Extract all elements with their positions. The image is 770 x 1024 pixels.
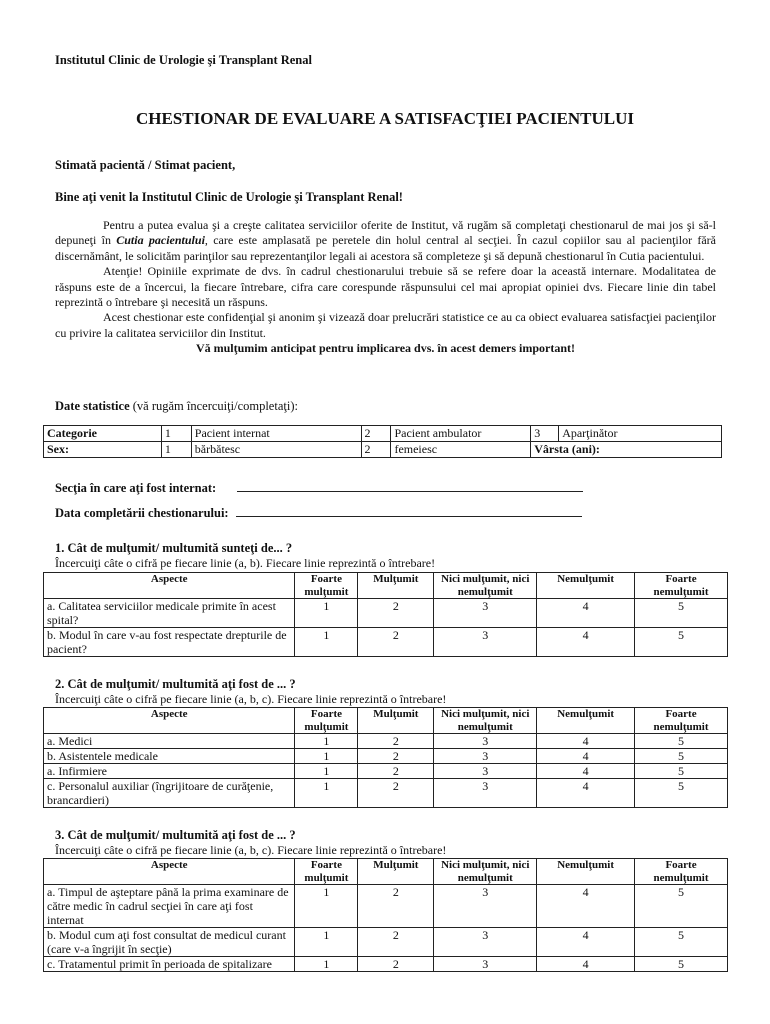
question-2-header-row xyxy=(44,708,728,734)
category-option-inpatient[interactable]: Pacient internat xyxy=(191,426,361,442)
column-dissatisfied: Nemulţumit xyxy=(537,859,635,885)
institution-name: Institutul Clinic de Urologie şi Transplant Renal xyxy=(55,53,312,67)
rating-option[interactable]: 4 xyxy=(537,599,635,628)
date-field xyxy=(55,505,582,521)
page-title: CHESTIONAR DE EVALUARE A SATISFACŢIEI PACIENTULUI xyxy=(136,109,634,128)
rating-option[interactable]: 2 xyxy=(358,957,434,972)
question-3-instruction: Încercuiţi câte o cifră pe fiecare linie (a, b, c). Fiecare linie reprezintă o întrebare! xyxy=(55,843,447,857)
column-neutral: Nici mulţumit, nici nemulţumit xyxy=(434,573,537,599)
sex-option-female[interactable]: femeiesc xyxy=(391,442,531,458)
aspect-cell: c. Personalul auxiliar (îngrijitoare de curăţenie, brancardieri) xyxy=(44,779,295,808)
rating-option[interactable]: 3 xyxy=(434,628,537,657)
rating-option[interactable]: 5 xyxy=(635,734,728,749)
greeting: Stimată pacientă / Stimat pacient, xyxy=(55,158,236,172)
column-dissatisfied: Nemulţumit xyxy=(537,573,635,599)
aspect-cell: a. Calitatea serviciilor medicale primite în acest spital? xyxy=(44,599,295,628)
question-1-instruction: Încercuiţi câte o cifră pe fiecare linie (a, b). Fiecare linie reprezintă o întrebare! xyxy=(55,556,436,570)
rating-option[interactable]: 5 xyxy=(635,599,728,628)
date-input-line[interactable] xyxy=(236,505,582,517)
aspect-cell: c. Tratamentul primit în perioada de spitalizare xyxy=(44,957,295,972)
rating-option[interactable]: 1 xyxy=(295,779,358,808)
question-1-header-row xyxy=(44,573,728,599)
question-2-table xyxy=(43,707,728,808)
stats-row-sex xyxy=(44,442,722,458)
rating-option[interactable]: 2 xyxy=(358,628,434,657)
intro-paragraph-1: Pentru a putea evalua şi a creşte calitatea serviciilor oferite de Institut, vă rugăm să completaţi chestionarul de mai jos şi să-l depuneţi în Cutia pacientului, care este amplasată pe peretele din holul central al secţiei. În cazul copiilor sau al pacienţilor fără discernământ, le solicităm parinţilor sau reprezentanţilor legali ai acestora să completeze şi să depună chestionarul în Cutia pacientului. xyxy=(55,218,717,263)
category-option-outpatient[interactable]: Pacient ambulator xyxy=(391,426,531,442)
rating-option[interactable]: 2 xyxy=(358,885,434,928)
rating-option[interactable]: 1 xyxy=(295,885,358,928)
date-field-label: Data completării chestionarului: xyxy=(55,506,229,520)
aspect-cell: a. Medici xyxy=(44,734,295,749)
rating-option[interactable]: 2 xyxy=(358,749,434,764)
section-field xyxy=(55,480,583,496)
stats-heading: Date statistice (vă rugăm încercuiţi/completaţi): xyxy=(55,399,298,413)
rating-option[interactable]: 4 xyxy=(537,734,635,749)
aspect-cell: b. Modul în care v-au fost respectate drepturile de pacient? xyxy=(44,628,295,657)
rating-option[interactable]: 2 xyxy=(358,734,434,749)
rating-option[interactable]: 3 xyxy=(434,749,537,764)
column-aspect: Aspecte xyxy=(44,708,295,734)
question-3-header-row xyxy=(44,859,728,885)
rating-option[interactable]: 5 xyxy=(635,779,728,808)
rating-option[interactable]: 4 xyxy=(537,749,635,764)
column-aspect: Aspecte xyxy=(44,573,295,599)
column-satisfied: Mulţumit xyxy=(358,708,434,734)
column-very-satisfied: Foarte mulţumit xyxy=(295,573,358,599)
category-option-1-number[interactable]: 1 xyxy=(161,426,191,442)
rating-option[interactable]: 4 xyxy=(537,928,635,957)
rating-option[interactable]: 5 xyxy=(635,957,728,972)
column-very-dissatisfied: Foarte nemulţumit xyxy=(635,859,728,885)
aspect-cell: b. Modul cum aţi fost consultat de medicul curant (care v-a îngrijit în secţie) xyxy=(44,928,295,957)
sex-option-2-number[interactable]: 2 xyxy=(361,442,391,458)
table-row xyxy=(44,599,728,628)
sex-option-male[interactable]: bărbătesc xyxy=(191,442,361,458)
stats-row-category xyxy=(44,426,722,442)
question-3-table xyxy=(43,858,728,972)
column-very-dissatisfied: Foarte nemulţumit xyxy=(635,708,728,734)
table-row xyxy=(44,749,728,764)
category-option-2-number[interactable]: 2 xyxy=(361,426,391,442)
category-option-relative[interactable]: Aparţinător xyxy=(559,426,722,442)
question-1-title: 1. Cât de mulţumit/ multumită sunteţi de... ? xyxy=(55,541,293,555)
rating-option[interactable]: 3 xyxy=(434,599,537,628)
rating-option[interactable]: 2 xyxy=(358,599,434,628)
rating-option[interactable]: 5 xyxy=(635,885,728,928)
section-input-line[interactable] xyxy=(237,480,583,492)
rating-option[interactable]: 4 xyxy=(537,628,635,657)
rating-option[interactable]: 1 xyxy=(295,628,358,657)
age-field[interactable]: Vârsta (ani): xyxy=(531,442,722,458)
rating-option[interactable]: 4 xyxy=(537,957,635,972)
column-satisfied: Mulţumit xyxy=(358,859,434,885)
column-very-satisfied: Foarte mulţumit xyxy=(295,859,358,885)
question-1-table xyxy=(43,572,728,657)
section-field-label: Secţia în care aţi fost internat: xyxy=(55,481,217,495)
rating-option[interactable]: 2 xyxy=(358,764,434,779)
rating-option[interactable]: 1 xyxy=(295,599,358,628)
rating-option[interactable]: 3 xyxy=(434,928,537,957)
rating-option[interactable]: 3 xyxy=(434,779,537,808)
rating-option[interactable]: 5 xyxy=(635,928,728,957)
column-neutral: Nici mulţumit, nici nemulţumit xyxy=(434,859,537,885)
rating-option[interactable]: 5 xyxy=(635,764,728,779)
rating-option[interactable]: 1 xyxy=(295,764,358,779)
rating-option[interactable]: 1 xyxy=(295,957,358,972)
aspect-cell: a. Timpul de aşteptare până la prima examinare de către medic în cadrul secţiei în care aţi fost internat xyxy=(44,885,295,928)
rating-option[interactable]: 4 xyxy=(537,764,635,779)
column-dissatisfied: Nemulţumit xyxy=(537,708,635,734)
intro-text xyxy=(55,218,716,357)
rating-option[interactable]: 3 xyxy=(434,957,537,972)
rating-option[interactable]: 2 xyxy=(358,779,434,808)
rating-option[interactable]: 3 xyxy=(434,734,537,749)
welcome-message: Bine aţi venit la Institutul Clinic de Urologie şi Transplant Renal! xyxy=(55,190,403,204)
rating-option[interactable]: 1 xyxy=(295,734,358,749)
intro-emphasis: Cutia pacientului xyxy=(116,233,205,248)
table-row xyxy=(44,957,728,972)
rating-option[interactable]: 4 xyxy=(537,885,635,928)
rating-option[interactable]: 2 xyxy=(358,928,434,957)
rating-option[interactable]: 1 xyxy=(295,749,358,764)
column-satisfied: Mulţumit xyxy=(358,573,434,599)
category-option-3-number[interactable]: 3 xyxy=(531,426,559,442)
column-neutral: Nici mulţumit, nici nemulţumit xyxy=(434,708,537,734)
question-2-instruction: Încercuiţi câte o cifră pe fiecare linie (a, b, c). Fiecare linie reprezintă o întrebare! xyxy=(55,692,447,706)
table-row xyxy=(44,928,728,957)
rating-option[interactable]: 1 xyxy=(295,928,358,957)
rating-option[interactable]: 3 xyxy=(434,885,537,928)
sex-option-1-number[interactable]: 1 xyxy=(161,442,191,458)
column-very-satisfied: Foarte mulţumit xyxy=(295,708,358,734)
table-row xyxy=(44,734,728,749)
rating-option[interactable]: 4 xyxy=(537,779,635,808)
thanks-message: Vă mulţumim anticipat pentru implicarea dvs. în acest demers important! xyxy=(195,341,576,356)
rating-option[interactable]: 3 xyxy=(434,764,537,779)
table-row xyxy=(44,779,728,808)
table-row xyxy=(44,764,728,779)
category-label: Categorie xyxy=(44,426,162,442)
aspect-cell: a. Infirmiere xyxy=(44,764,295,779)
question-2-title: 2. Cât de mulţumit/ multumită aţi fost de ... ? xyxy=(55,677,296,691)
intro-paragraph-3: Acest chestionar este confidenţial şi anonim şi vizează doar prelucrări statistice ce au ca obiect evaluarea satisfacţiei pacienţilor cu privire la calitatea serviciilor din Institut. xyxy=(55,310,716,340)
rating-option[interactable]: 5 xyxy=(635,749,728,764)
table-row xyxy=(44,628,728,657)
stats-table xyxy=(43,425,722,458)
intro-paragraph-2: Atenţie! Opiniile exprimate de dvs. în cadrul chestionarului trebuie să se refere doar la această internare. Modalitatea de răspuns este de a încercui, la fiecare întrebare, cifra care corespunde răspunsului cel mai apropiat opiniei dvs. Fiecare linie din tabel reprezintă o întrebare şi necesită un răspuns. xyxy=(55,264,716,310)
table-row xyxy=(44,885,728,928)
column-very-dissatisfied: Foarte nemulţumit xyxy=(635,573,728,599)
sex-label: Sex: xyxy=(44,442,162,458)
question-3-title: 3. Cât de mulţumit/ multumită aţi fost de ... ? xyxy=(55,828,296,842)
column-aspect: Aspecte xyxy=(44,859,295,885)
rating-option[interactable]: 5 xyxy=(635,628,728,657)
aspect-cell: b. Asistentele medicale xyxy=(44,749,295,764)
